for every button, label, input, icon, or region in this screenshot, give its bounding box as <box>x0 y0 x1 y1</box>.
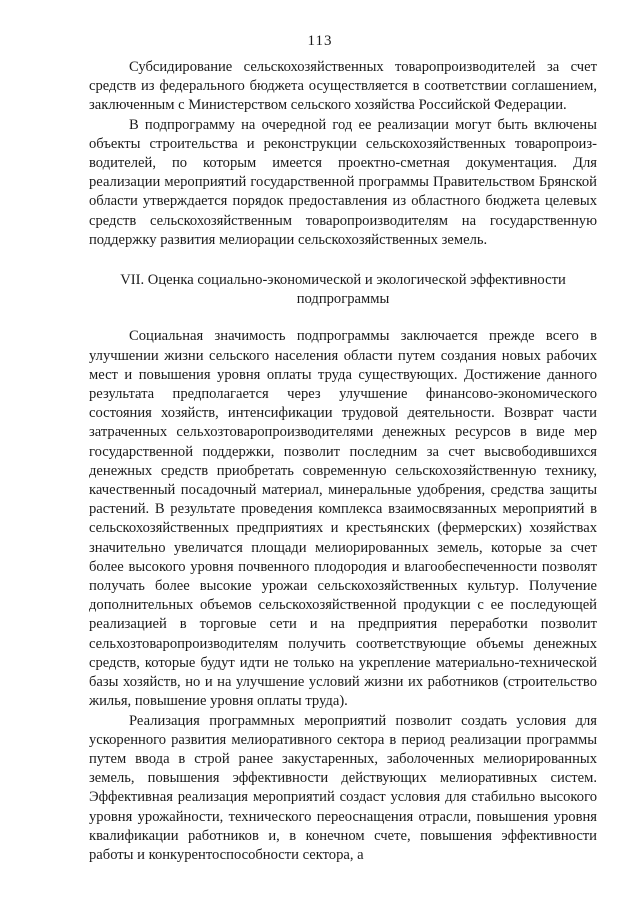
document-body <box>89 58 597 865</box>
section-heading: VII. Оценка социально-экономической и экологической эффективности подпрограммы <box>120 272 566 308</box>
paragraph-social-significance: Социальная значимость подпрограммы заключается прежде всего в улучшении жизни сельского населения области путем создания новых рабочих мест и повышения уровня оплаты труда существующих. Достижение данного результата предполагается через улучшение финансово-экономического состояния хозяйств, интенсификации трудовой деятельности. Возврат части затраченных сельхозтоваропроизводителями денежных ресурсов в виде мер государственной поддержки, позволит последним за счет высвободившихся денежных средств приобретать современную сельскохозяйственную технику, качественный посадочный материал, минеральные удобрения, средства защиты растений. В результате проведения комплекса взаимосвязанных мероприятий в сельскохозяйственных предприятиях и крестьянских (фермерских) хозяйствах значительно увеличатся площади мелиорированных земель, которые за счет более высокого уровня почвенного плодородия и влагообеспеченности позволят получать более высокие урожаи сельскохозяйственных культур. Получение дополнительных объемов сельскохозяйственной продукции с ее последующей реализацией в торговые сети и на предприятия переработки позволит сельхозтоваропроизводителям получить соответствующие объемы денежных средств, которые будут идти не только на укрепление материально-технической базы хозяйств, но и на улучшение условий жизни их работников (строительство жилья, повышение уровня оплаты труда). <box>89 328 597 710</box>
paragraph-subsidies: Субсидирование сельскохозяйственных товаропроизводителей за счет средств из федерального бюджета осуществляется в соответствии соглашением, заключенным с Министерством сельского хозяйства Российской Федерации. <box>89 59 597 114</box>
paragraph-construction-objects: В подпрограмму на очередной год ее реализации могут быть включены объекты строительства и реконструкции сельскохозяйственных товаропроизводителей, по которым имеется проектно-сметная документация. Для реализации мероприятий государственной программы Правительством Брянской области утверждается порядок предоставления из областного бюджета целевых средств сельскохозяйственным товаропроизводителям на государственную поддержку развития мелиорации сельскохозяйственных земель. <box>89 116 597 248</box>
paragraph-program-implementation: Реализация программных мероприятий позволит создать условия для ускоренного развития мелиоративного сектора в период реализации программы путем ввода в строй ранее закустаренных, заболоченных мелиорированных земель, повышения эффективности действующих мелиоративных систем. Эффективная реализация мероприятий создаст условия для стабильно высокого уровня урожайности, технического переоснащения отрасли, повышения уровня квалификации работников и, в конечном счете, повышения эффективности работы и конкурентоспособности сектора, а <box>89 712 597 863</box>
page-number: 113 <box>307 33 333 49</box>
